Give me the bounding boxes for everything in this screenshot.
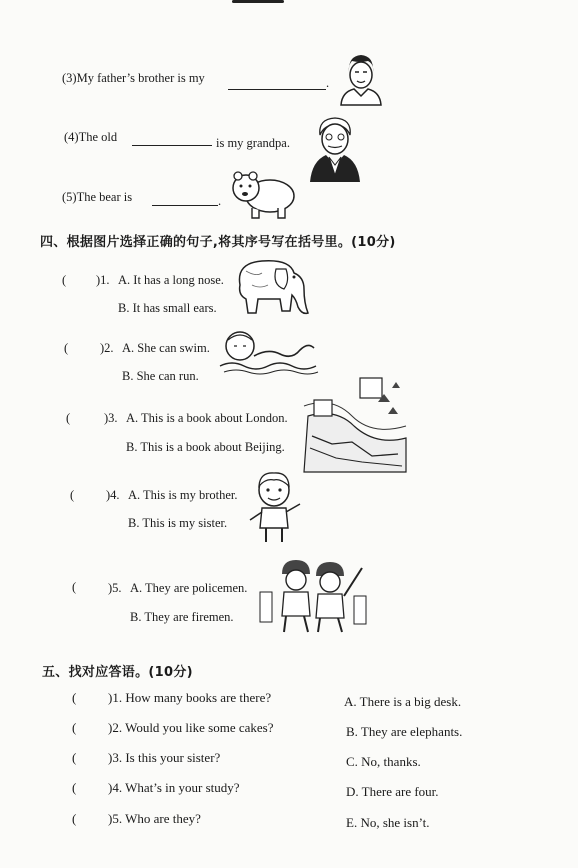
option-a: )1. <box>96 273 110 287</box>
option-b-text: B. They are firemen. <box>130 610 234 624</box>
option-b-text: B. This is my sister. <box>128 516 228 530</box>
option-a: )4. <box>106 488 120 502</box>
answer-option: B. They are elephants. <box>346 724 463 739</box>
answer-paren[interactable]: ( <box>72 780 77 795</box>
firemen-icon <box>258 556 370 636</box>
answer-option: D. There are four. <box>346 784 439 799</box>
option-a: )3. <box>104 411 118 425</box>
question-text: )1. How many books are there? <box>108 690 272 705</box>
boy-icon <box>246 468 304 546</box>
great-wall-icon <box>302 376 408 474</box>
answer-option: C. No, thanks. <box>346 754 421 769</box>
elephant-icon <box>232 255 316 317</box>
question-text: )5. Who are they? <box>108 811 201 826</box>
option-a-text: A. She can swim. <box>122 341 210 355</box>
section-5-heading: 五、找对应答语。(10分) <box>42 665 193 680</box>
answer-paren[interactable]: ( <box>66 411 71 425</box>
fill-item-5: (5)The bear is <box>62 190 133 204</box>
section-4-heading: 四、根据图片选择正确的句子,将其序号写在括号里。(10分) <box>40 235 396 250</box>
answer-paren[interactable]: ( <box>62 273 67 287</box>
option-a-text: A. This is my brother. <box>128 488 238 502</box>
answer-paren[interactable]: ( <box>72 720 77 735</box>
option-b-text: B. This is a book about Beijing. <box>126 440 285 454</box>
answer-paren[interactable]: ( <box>70 488 75 502</box>
page-edge-mark <box>232 0 284 3</box>
answer-paren[interactable]: ( <box>72 750 77 765</box>
question-text: )2. Would you like some cakes? <box>108 720 274 735</box>
fill-item-5-end: . <box>218 194 222 208</box>
bear-icon <box>226 168 298 220</box>
option-a: )5. <box>108 581 122 595</box>
answer-blank-3[interactable] <box>228 89 326 90</box>
grandpa-icon <box>306 113 364 183</box>
option-a-text: A. This is a book about London. <box>126 411 288 425</box>
question-text: )4. What’s in your study? <box>108 780 240 795</box>
answer-blank-5[interactable] <box>152 205 218 206</box>
answer-paren[interactable]: ( <box>72 690 77 705</box>
answer-paren[interactable]: ( <box>72 811 77 826</box>
answer-option: E. No, she isn’t. <box>346 815 430 830</box>
answer-blank-4[interactable] <box>132 145 212 146</box>
option-a: )2. <box>100 341 114 355</box>
option-a-text: A. It has a long nose. <box>118 273 224 287</box>
fill-item-4-end: is my grandpa. <box>216 136 290 150</box>
fill-item-4: (4)The old <box>64 130 118 144</box>
option-b-text: B. It has small ears. <box>118 301 217 315</box>
answer-paren[interactable]: ( <box>72 580 77 594</box>
swimming-girl-icon <box>218 326 322 378</box>
man-icon <box>336 50 386 106</box>
fill-item-3: (3)My father’s brother is my <box>62 71 205 85</box>
answer-option: A. There is a big desk. <box>344 694 462 709</box>
answer-paren[interactable]: ( <box>64 341 69 355</box>
question-text: )3. Is this your sister? <box>108 750 221 765</box>
option-b-text: B. She can run. <box>122 369 199 383</box>
fill-item-3-end: . <box>326 76 330 90</box>
option-a-text: A. They are policemen. <box>130 581 248 595</box>
